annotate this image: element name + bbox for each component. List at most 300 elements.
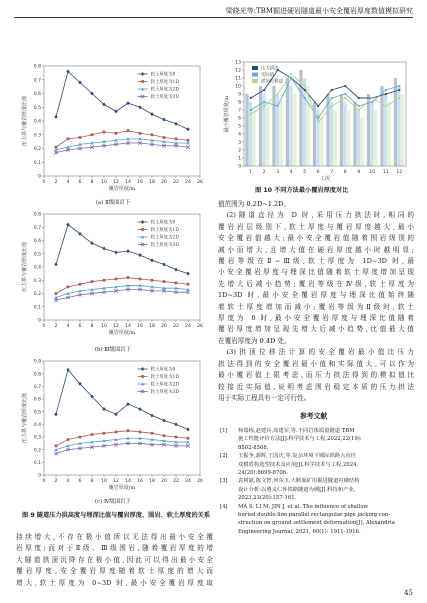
data-point — [151, 279, 154, 282]
text-line: 大隧道拱顶沉降存在极小值,因此可以得出最小安全 — [16, 555, 213, 564]
x-tick-label: 22 — [173, 180, 179, 185]
data-point — [174, 422, 177, 426]
bar — [253, 110, 256, 166]
data-point — [163, 136, 166, 139]
bar — [347, 110, 350, 166]
data-point — [186, 427, 189, 431]
references-title: 参考文献 — [300, 412, 328, 420]
y-tick-label: 0.5 — [33, 252, 41, 258]
bar — [380, 86, 383, 166]
x-tick-label: 20 — [161, 324, 167, 329]
x-tick-label: 16 — [137, 180, 143, 185]
series-line — [56, 290, 188, 301]
figure9-caption: 图 9 隧道压力拱高度与埋深比值与覆岩厚度、围岩、软土厚度的关系 — [22, 512, 211, 519]
x-tick-label: 6 — [78, 479, 82, 484]
data-point — [115, 132, 118, 135]
legend-label: 软土厚度为0 — [150, 367, 176, 373]
y-tick-label: 0.1 — [33, 460, 41, 466]
y-tick-label: 0.7 — [33, 384, 41, 390]
x-tick-label: 10 — [101, 479, 107, 484]
x-tick-label: 20 — [161, 180, 167, 185]
x-tick-label: 11 — [382, 170, 389, 175]
y-axis-label: 压力拱与覆岩厚度比值 — [22, 95, 28, 147]
x-tick-label: 4 — [66, 324, 70, 329]
y-tick-label: 0.1 — [33, 160, 41, 166]
x-tick-label: 3 — [276, 170, 280, 175]
data-point — [175, 138, 178, 141]
data-point — [187, 437, 190, 440]
data-point — [79, 136, 82, 139]
y-tick-label: 3 — [238, 140, 241, 146]
figure10-caption: 图 10 不同方法最小覆岩厚度对比 — [255, 187, 349, 194]
x-tick-label: 24 — [185, 180, 191, 185]
x-tick-label: 12 — [113, 479, 119, 484]
legend-marker — [141, 72, 144, 76]
x-tick-label: 5 — [303, 170, 307, 175]
text-line: 减小而增大,且增大值在硬岩厚度越小时越明显; — [218, 245, 414, 254]
figure9b-caption: (b) Ⅲ级围岩下 — [94, 347, 132, 353]
reference-line: 袁树斌,陈文智,何东玉.大断面矿用掘进隧道衬砌结构 — [238, 478, 360, 485]
bar — [370, 102, 373, 166]
y-tick-label: 0.6 — [33, 239, 41, 245]
legend-label: 拱顶位移法 — [261, 79, 283, 85]
y-tick-label: 1 — [238, 156, 241, 162]
data-point — [103, 131, 106, 134]
x-tick-label: 26 — [197, 479, 203, 484]
bar — [249, 102, 252, 166]
reference-number: [1] — [220, 428, 228, 434]
x-tick-label: 10 — [369, 170, 376, 175]
legend-swatch — [252, 73, 258, 77]
figure9-chart-a — [18, 60, 208, 196]
bar — [334, 110, 337, 166]
data-point — [163, 434, 166, 437]
data-point — [54, 412, 57, 416]
data-point — [290, 77, 292, 79]
x-tick-label: 2 — [54, 180, 58, 185]
y-tick-label: 0.5 — [33, 410, 41, 416]
text-line: 先增大后减小趋势;覆岩等级在Ⅳ级,软土厚度为 — [218, 279, 414, 288]
x-tick-label: 6 — [316, 170, 320, 175]
series-line — [56, 443, 188, 453]
bar — [320, 118, 323, 166]
y-tick-label: 2 — [238, 148, 241, 154]
data-point — [67, 286, 70, 289]
bar — [280, 102, 283, 166]
y-tick-label: 4 — [238, 132, 241, 138]
y-tick-label: 0 — [238, 164, 241, 170]
data-point — [344, 85, 346, 87]
data-point — [127, 429, 130, 432]
legend-label: 软土厚度为0 — [150, 220, 176, 226]
y-tick-label: 0.5 — [33, 105, 41, 111]
data-point — [398, 89, 400, 91]
text-line: 覆岩厚度,安全覆岩厚度随着软土厚度的增大而 — [16, 567, 213, 576]
bar — [367, 94, 370, 166]
y-tick-label: 10 — [235, 84, 241, 90]
data-point — [331, 89, 333, 91]
data-point — [385, 105, 387, 107]
text-line: 值范围为 0.2D~1.2D。 — [218, 200, 291, 208]
x-tick-label: 26 — [197, 324, 203, 329]
data-point — [114, 109, 117, 113]
data-point — [55, 146, 58, 149]
x-tick-label: 2 — [54, 479, 58, 484]
data-point — [344, 93, 346, 95]
data-point — [385, 93, 387, 95]
data-point — [277, 105, 279, 107]
legend-label: 软土厚度为2D — [150, 235, 179, 241]
figure10-chart — [222, 58, 412, 184]
data-point — [127, 129, 130, 132]
x-tick-label: 0 — [42, 180, 46, 185]
data-point — [139, 278, 142, 281]
reference-item — [220, 477, 414, 502]
legend-marker — [141, 375, 144, 378]
y-tick-label: 0.6 — [33, 92, 41, 98]
x-tick-label: 24 — [185, 479, 191, 484]
x-tick-label: 4 — [289, 170, 293, 175]
text-line: 小安全覆岩厚度与埋深比值随着软土厚度增加呈现 — [218, 268, 414, 277]
reference-number: [3] — [220, 478, 228, 485]
reference-item — [220, 427, 414, 452]
data-point — [79, 436, 82, 439]
y-tick-label: 7 — [238, 108, 241, 114]
references-list — [220, 427, 414, 536]
reference-line: 设计分析:以遵义仁怀铁路隧道为例[J].科技和产业, — [238, 486, 356, 493]
legend-marker — [141, 80, 144, 83]
y-tick-label: 0.4 — [33, 422, 41, 428]
data-point — [385, 89, 387, 91]
x-tick-label: 12 — [113, 180, 119, 185]
reference-line: 8502-8508. — [238, 444, 269, 451]
y-tick-label: 0.2 — [33, 147, 41, 153]
bar — [374, 110, 377, 166]
bar — [340, 94, 343, 166]
x-axis-label: 覆岩厚度/m — [108, 330, 136, 336]
text-line: 1D~3D 时,最小安全覆岩厚度与埋深比值始终随 — [218, 291, 414, 300]
data-point — [398, 97, 400, 99]
legend-label: 软土厚度为1D — [150, 228, 179, 234]
x-tick-label: 26 — [197, 180, 203, 185]
legend-label: 实际值 — [261, 73, 275, 79]
x-tick-label: 16 — [137, 479, 143, 484]
x-axis-label: 覆岩厚度/m — [108, 186, 136, 192]
data-point — [138, 407, 141, 411]
data-point — [150, 112, 153, 116]
bar — [286, 78, 289, 166]
data-point — [317, 121, 319, 123]
data-point — [126, 101, 129, 105]
y-tick-label: 0 — [38, 473, 41, 479]
data-point — [79, 283, 82, 286]
legend-label: 软土厚度为2D — [150, 87, 179, 93]
data-point — [150, 258, 153, 262]
data-point — [277, 93, 279, 95]
text-line: 增大,软土厚度为 0~3D 时,最小安全覆岩厚度取 — [16, 578, 213, 587]
bar — [289, 86, 292, 166]
data-point — [162, 419, 165, 423]
data-point — [358, 97, 360, 99]
text-line: 最小覆岩值上限考虑,而压力拱法得到的模拟值比 — [218, 371, 414, 380]
right-body-text — [218, 199, 414, 404]
legend-swatch — [252, 66, 258, 70]
bar — [293, 94, 296, 166]
data-point — [150, 413, 153, 417]
bar — [401, 94, 404, 166]
data-point — [331, 105, 333, 107]
data-point — [304, 85, 306, 87]
data-point — [317, 105, 319, 107]
y-tick-label: 0.7 — [33, 78, 41, 84]
data-point — [187, 139, 190, 142]
data-point — [163, 280, 166, 283]
text-line: 覆岩岩层级别下,软土厚度与覆岩厚度越大,最小 — [218, 222, 414, 231]
data-point — [138, 253, 141, 257]
y-tick-label: 0.3 — [33, 435, 41, 441]
reference-number: [2] — [220, 453, 228, 460]
header-rule — [14, 17, 413, 18]
y-tick-label: 0.2 — [33, 292, 41, 298]
data-point — [91, 280, 94, 283]
bar — [357, 110, 360, 166]
x-tick-label: 18 — [149, 324, 155, 329]
y-axis-label: 压力拱与覆岩厚度比值 — [22, 241, 28, 293]
data-point — [151, 432, 154, 435]
data-point — [139, 431, 142, 434]
legend-marker — [141, 367, 144, 371]
bar — [388, 102, 391, 166]
text-line: 厚度为 0 时,最小安全覆岩厚度与埋深比值随着 — [218, 314, 414, 323]
reference-line: MA S, LI M, JIN J, et al. The influence of shallow — [238, 503, 369, 510]
x-tick-label: 6 — [78, 324, 82, 329]
data-point — [114, 250, 117, 254]
running-header: 梁晓光等:TBM掘进硬岩隧道最小安全覆岩厚度数值模拟研究 — [225, 7, 413, 15]
data-point — [358, 109, 360, 111]
legend-label: 软土厚度为1D — [150, 375, 179, 381]
legend-label: 软土厚度为3D — [150, 243, 179, 249]
data-point — [67, 438, 70, 441]
data-point — [162, 262, 165, 266]
x-tick-label: 4 — [66, 180, 70, 185]
figure9-chart-b — [18, 208, 208, 340]
series-line — [56, 143, 188, 153]
y-tick-label: 0.8 — [33, 64, 41, 70]
x-tick-label: 24 — [185, 324, 191, 329]
y-axis-label: 压力拱与覆岩厚度比值 — [22, 392, 28, 444]
data-point — [250, 113, 252, 115]
data-point — [358, 105, 360, 107]
x-tick-label: 12 — [113, 324, 119, 329]
x-tick-label: 8 — [90, 479, 94, 484]
x-tick-label: 2 — [262, 170, 266, 175]
y-tick-label: 0.2 — [33, 448, 41, 454]
text-line: 持续增大,不存在极小值所以无法得出最小安全覆 — [16, 533, 213, 541]
text-line: 覆岩等级在Ⅱ~Ⅲ级,软土厚度为 1D~3D 时,最 — [218, 257, 414, 266]
left-body-text — [16, 532, 213, 589]
data-point — [186, 272, 189, 276]
data-point — [102, 246, 105, 250]
y-tick-label: 6 — [238, 116, 241, 122]
data-point — [115, 431, 118, 434]
x-tick-label: 1 — [249, 170, 253, 175]
y-tick-label: 13 — [235, 60, 241, 66]
x-tick-label: 22 — [173, 324, 179, 329]
data-point — [138, 105, 141, 109]
text-line: 着软土厚度增加而减小;覆岩等级为Ⅱ级时,软土 — [218, 302, 414, 311]
reference-line: 王振争,郭辉,王国庆,等.复杂环境下城际铁路大直径 — [238, 453, 356, 460]
legend-label: 软土厚度为1D — [150, 80, 179, 86]
reference-number: [4] — [220, 503, 228, 510]
data-point — [304, 97, 306, 99]
data-point — [174, 122, 177, 126]
data-point — [54, 262, 57, 266]
reference-line: 施工性能评价方法[J].科学技术与工程,2022,22(19): — [238, 436, 362, 443]
data-point — [162, 118, 165, 122]
bar — [259, 86, 262, 166]
bar — [299, 70, 302, 166]
data-point — [55, 292, 58, 295]
data-point — [91, 133, 94, 136]
data-point — [263, 101, 265, 103]
data-point — [398, 85, 400, 87]
reference-line: Engineering Journal, 2021, 60(1): 1911-1916. — [238, 528, 361, 535]
figure9c-caption: (c) Ⅳ级围岩下 — [95, 499, 131, 505]
paragraph — [218, 199, 414, 210]
x-tick-label: 6 — [78, 180, 82, 185]
legend-label: 软土厚度为3D — [150, 95, 179, 101]
reference-item — [220, 503, 414, 537]
x-tick-label: 14 — [125, 180, 131, 185]
y-tick-label: 9 — [238, 92, 241, 98]
x-tick-label: 8 — [90, 324, 94, 329]
y-tick-label: 0.7 — [33, 225, 41, 231]
data-point — [290, 73, 292, 75]
x-tick-label: 7 — [330, 170, 334, 175]
text-line: 安全覆岩值越大;最小安全覆岩值随着围岩级别的 — [218, 234, 414, 243]
text-line: 拱法得到的安全覆岩最小值和实际值大,可以作为 — [218, 359, 414, 368]
data-point — [250, 97, 252, 99]
series-line — [56, 131, 188, 148]
y-tick-label: 0.8 — [33, 212, 41, 218]
text-line: 用于实际工程具有一定可行性。 — [218, 393, 311, 402]
data-point — [127, 276, 130, 279]
data-point — [55, 445, 58, 448]
text-line: 在覆岩厚度为 0.4D 处。 — [218, 336, 291, 345]
data-point — [67, 138, 70, 141]
y-tick-label: 0.8 — [33, 372, 41, 378]
x-tick-label: 14 — [125, 324, 131, 329]
legend-label: 软土厚度为2D — [150, 382, 179, 388]
y-tick-label: 0.6 — [33, 397, 41, 403]
data-point — [371, 101, 373, 103]
y-tick-label: 12 — [235, 68, 241, 74]
reference-line: struction on ground settlement deformation[J]. Alexandria — [238, 520, 395, 527]
data-point — [103, 432, 106, 435]
page-number: 45 — [404, 589, 413, 597]
data-point — [331, 97, 333, 99]
y-axis-label: 最小覆岩厚度/m — [224, 95, 230, 133]
text-line: 岩厚度;而对于Ⅱ级、Ⅲ级围岩,随着覆岩厚度的增 — [16, 544, 213, 553]
y-tick-label: 5 — [238, 124, 241, 130]
data-point — [91, 433, 94, 436]
paragraph — [218, 210, 414, 347]
y-tick-label: 0.1 — [33, 305, 41, 311]
data-point — [126, 249, 129, 253]
y-tick-label: 0.3 — [33, 278, 41, 284]
data-point — [187, 283, 190, 286]
y-tick-label: 0 — [38, 174, 41, 180]
bar — [353, 102, 356, 166]
reference-line: 24(20):8699-8706. — [238, 470, 288, 477]
legend-marker — [141, 228, 144, 231]
data-point — [263, 105, 265, 107]
figure9a-caption: (a) Ⅱ级围岩下 — [95, 200, 131, 206]
bar — [343, 102, 346, 166]
legend-marker — [141, 220, 144, 224]
x-tick-label: 12 — [396, 170, 403, 175]
x-tick-label: 8 — [343, 170, 347, 175]
text-line: (2)隧道直径为 D 时,采用压力拱法时,相同的 — [226, 211, 414, 220]
legend-label: 软土厚度为0 — [150, 72, 176, 78]
series-line — [56, 139, 188, 150]
x-axis-label: 覆岩厚度/m — [108, 485, 136, 491]
y-tick-label: 0.9 — [33, 359, 41, 365]
legend-label: 压力拱法 — [261, 66, 279, 72]
bar — [266, 102, 269, 166]
x-tick-label: 16 — [137, 324, 143, 329]
text-line: 覆岩厚度增加呈现先增大后减小趋势,比值最大值 — [218, 325, 414, 334]
x-tick-label: 18 — [149, 180, 155, 185]
paragraph — [218, 347, 414, 404]
x-axis-label: 工况 — [319, 176, 331, 182]
bar — [361, 118, 364, 166]
bar — [330, 102, 333, 166]
data-point — [174, 268, 177, 272]
reference-line: 杨瑞栋,赵建兵,周建军,等.不同岩体质量隧道 TBM — [238, 428, 355, 434]
figure9-chart-c — [18, 355, 208, 495]
y-tick-label: 8 — [238, 100, 241, 106]
x-tick-label: 18 — [149, 479, 155, 484]
reference-item — [220, 452, 414, 477]
y-tick-label: 0.4 — [33, 119, 41, 125]
x-tick-label: 14 — [125, 479, 131, 484]
y-tick-label: 11 — [235, 76, 241, 82]
data-point — [250, 109, 252, 111]
reference-line: 双模盾构选型技术及应用[J].科学技术与工程,2024, — [238, 461, 359, 468]
data-point — [175, 436, 178, 439]
data-point — [186, 127, 189, 131]
data-point — [175, 282, 178, 285]
data-point — [54, 115, 57, 119]
y-tick-label: 0 — [38, 318, 41, 324]
text-line: 较接近实际值,说明考虑围岩稳定本质的压力拱法 — [218, 382, 414, 391]
x-tick-label: 10 — [101, 324, 107, 329]
data-point — [344, 97, 346, 99]
legend-swatch — [252, 79, 258, 83]
legend-label: 软土厚度为3D — [150, 390, 179, 396]
bar — [245, 94, 248, 166]
x-tick-label: 2 — [54, 324, 58, 329]
reference-line: 2023,23(20):157-161. — [238, 495, 297, 502]
x-tick-label: 10 — [101, 180, 107, 185]
x-tick-label: 8 — [90, 180, 94, 185]
x-tick-label: 0 — [42, 324, 46, 329]
data-point — [371, 97, 373, 99]
y-tick-label: 0.4 — [33, 265, 41, 271]
x-tick-label: 4 — [66, 479, 70, 484]
data-point — [263, 89, 265, 91]
